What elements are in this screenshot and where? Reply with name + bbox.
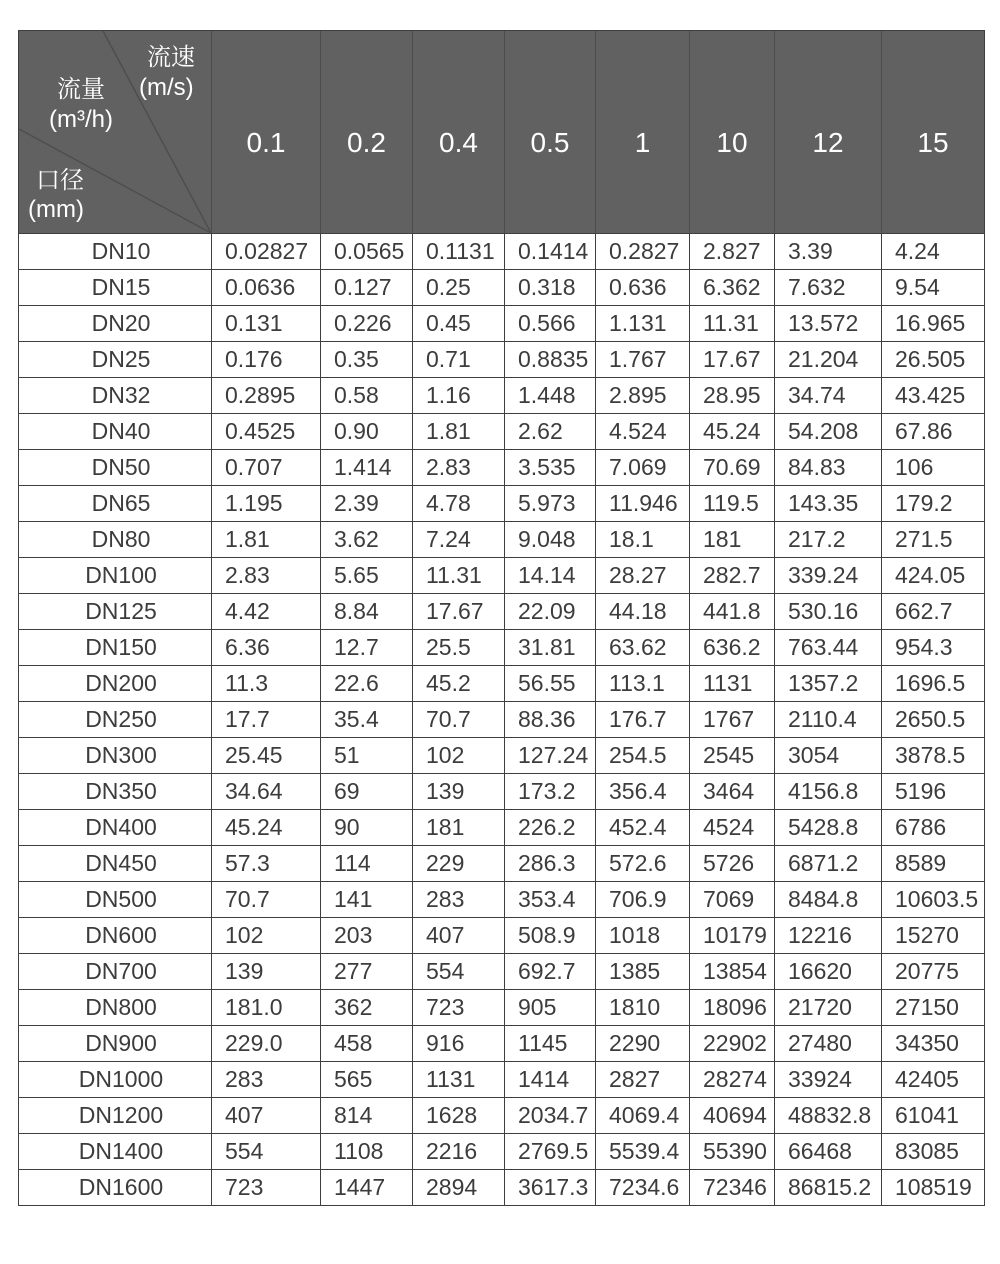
flow-value-cell: 56.55 (504, 666, 595, 701)
flow-value-cell: 14.14 (504, 558, 595, 593)
flow-value-cell: 34.74 (774, 378, 881, 413)
table-row (19, 1025, 984, 1061)
flow-value-cell: 34.64 (211, 774, 320, 809)
table-row (19, 881, 984, 917)
flow-value-cell: 22.6 (320, 666, 412, 701)
flow-value-cell: 5.973 (504, 486, 595, 521)
diameter-cell: DN900 (85, 1030, 157, 1056)
flow-value-cell: 16.965 (881, 306, 984, 341)
flow-value-cell: 176.7 (595, 702, 689, 737)
flow-value-cell: 11.31 (689, 306, 774, 341)
diameter-cell: DN15 (91, 274, 151, 300)
table-row (19, 701, 984, 737)
diameter-cell: DN25 (91, 346, 151, 372)
flow-value-cell: 2216 (412, 1134, 504, 1169)
flow-value-cell: 3.39 (774, 234, 881, 269)
flow-value-cell: 271.5 (881, 522, 984, 557)
diameter-cell: DN450 (85, 850, 157, 876)
flow-value-cell: 0.131 (211, 306, 320, 341)
flow-value-cell: 28.27 (595, 558, 689, 593)
table-row (19, 1097, 984, 1133)
flow-value-cell: 3878.5 (881, 738, 984, 773)
flow-value-cell: 7.632 (774, 270, 881, 305)
flow-value-cell: 139 (211, 954, 320, 989)
table-row (19, 341, 984, 377)
flow-value-cell: 1357.2 (774, 666, 881, 701)
flow-value-cell: 554 (412, 954, 504, 989)
velocity-column-header-12: 12 (774, 31, 881, 233)
flow-value-cell: 0.58 (320, 378, 412, 413)
flow-value-cell: 70.7 (412, 702, 504, 737)
flow-value-cell: 106 (881, 450, 984, 485)
flow-value-cell: 4.524 (595, 414, 689, 449)
flow-value-cell: 814 (320, 1098, 412, 1133)
table-row (19, 521, 984, 557)
velocity-column-header-0.4: 0.4 (412, 31, 504, 233)
flow-value-cell: 6871.2 (774, 846, 881, 881)
diameter-cell: DN500 (85, 886, 157, 912)
diameter-cell: DN150 (85, 634, 157, 660)
flow-value-cell: 4.24 (881, 234, 984, 269)
flow-value-cell: 2.895 (595, 378, 689, 413)
flow-value-cell: 0.318 (504, 270, 595, 305)
flow-value-cell: 0.8835 (504, 342, 595, 377)
flow-value-cell: 0.90 (320, 414, 412, 449)
flow-value-cell: 8484.8 (774, 882, 881, 917)
flow-value-cell: 1.81 (412, 414, 504, 449)
flow-value-cell: 2650.5 (881, 702, 984, 737)
flow-value-cell: 1.195 (211, 486, 320, 521)
table-row (19, 593, 984, 629)
flow-value-cell: 5726 (689, 846, 774, 881)
flow-value-cell: 1.81 (211, 522, 320, 557)
flow-value-cell: 4156.8 (774, 774, 881, 809)
velocity-column-header-0.1: 0.1 (211, 31, 320, 233)
flow-value-cell: 662.7 (881, 594, 984, 629)
flow-value-cell: 1696.5 (881, 666, 984, 701)
flow-value-cell: 636.2 (689, 630, 774, 665)
flow-value-cell: 61041 (881, 1098, 984, 1133)
flow-value-cell: 33924 (774, 1062, 881, 1097)
flow-value-cell: 34350 (881, 1026, 984, 1061)
diameter-cell: DN10 (91, 238, 151, 264)
flow-value-cell: 20775 (881, 954, 984, 989)
flow-value-cell: 283 (412, 882, 504, 917)
flow-value-cell: 763.44 (774, 630, 881, 665)
flow-value-cell: 66468 (774, 1134, 881, 1169)
flow-value-cell: 22.09 (504, 594, 595, 629)
table-row (19, 377, 984, 413)
flow-value-cell: 42405 (881, 1062, 984, 1097)
flow-value-cell: 88.36 (504, 702, 595, 737)
flow-value-cell: 1767 (689, 702, 774, 737)
flow-value-cell: 27480 (774, 1026, 881, 1061)
table-row (19, 773, 984, 809)
flow-value-cell: 25.45 (211, 738, 320, 773)
flow-value-cell: 1628 (412, 1098, 504, 1133)
flow-value-cell: 40694 (689, 1098, 774, 1133)
flow-value-cell: 2034.7 (504, 1098, 595, 1133)
velocity-axis-unit: (m/s) (139, 74, 194, 101)
flow-value-cell: 2110.4 (774, 702, 881, 737)
flow-axis-unit: (m³/h) (49, 106, 113, 133)
table-row (19, 665, 984, 701)
flow-value-cell: 0.1414 (504, 234, 595, 269)
flow-value-cell: 9.048 (504, 522, 595, 557)
velocity-column-header-1: 1 (595, 31, 689, 233)
table-row (19, 305, 984, 341)
flow-value-cell: 2769.5 (504, 1134, 595, 1169)
flow-value-cell: 7.069 (595, 450, 689, 485)
flow-value-cell: 339.24 (774, 558, 881, 593)
flow-value-cell: 17.67 (412, 594, 504, 629)
flow-value-cell: 1131 (412, 1062, 504, 1097)
flow-value-cell: 407 (412, 918, 504, 953)
diameter-cell: DN400 (85, 814, 157, 840)
flow-value-cell: 11.31 (412, 558, 504, 593)
flow-value-cell: 16620 (774, 954, 881, 989)
flow-value-cell: 63.62 (595, 630, 689, 665)
flow-value-cell: 5196 (881, 774, 984, 809)
flow-value-cell: 4.78 (412, 486, 504, 521)
flow-value-cell: 1018 (595, 918, 689, 953)
flow-value-cell: 6786 (881, 810, 984, 845)
flow-value-cell: 5539.4 (595, 1134, 689, 1169)
flow-value-cell: 83085 (881, 1134, 984, 1169)
flow-value-cell: 723 (211, 1170, 320, 1205)
diameter-cell: DN1000 (78, 1066, 164, 1092)
flow-value-cell: 1.131 (595, 306, 689, 341)
flow-value-cell: 48832.8 (774, 1098, 881, 1133)
flow-value-cell: 0.35 (320, 342, 412, 377)
flow-axis-label: 流量 (57, 76, 105, 103)
flow-value-cell: 84.83 (774, 450, 881, 485)
flow-value-cell: 28.95 (689, 378, 774, 413)
flow-value-cell: 6.36 (211, 630, 320, 665)
flow-value-cell: 203 (320, 918, 412, 953)
flow-value-cell: 2894 (412, 1170, 504, 1205)
flow-value-cell: 554 (211, 1134, 320, 1169)
flow-value-cell: 0.2827 (595, 234, 689, 269)
flow-value-cell: 0.176 (211, 342, 320, 377)
flow-value-cell: 113.1 (595, 666, 689, 701)
diameter-cell: DN100 (85, 562, 157, 588)
flow-value-cell: 7234.6 (595, 1170, 689, 1205)
flow-value-cell: 31.81 (504, 630, 595, 665)
flow-value-cell: 0.566 (504, 306, 595, 341)
flow-value-cell: 229.0 (211, 1026, 320, 1061)
table-row (19, 233, 984, 269)
flow-value-cell: 424.05 (881, 558, 984, 593)
flow-value-cell: 102 (211, 918, 320, 953)
flow-value-cell: 277 (320, 954, 412, 989)
table-row (19, 989, 984, 1025)
flow-value-cell: 44.18 (595, 594, 689, 629)
diameter-cell: DN250 (85, 706, 157, 732)
flow-value-cell: 226.2 (504, 810, 595, 845)
diameter-cell: DN125 (85, 598, 157, 624)
flow-value-cell: 706.9 (595, 882, 689, 917)
velocity-column-header-10: 10 (689, 31, 774, 233)
diameter-cell: DN700 (85, 958, 157, 984)
diameter-cell: DN40 (91, 418, 151, 444)
flow-value-cell: 173.2 (504, 774, 595, 809)
flow-value-cell: 11.946 (595, 486, 689, 521)
flow-value-cell: 458 (320, 1026, 412, 1061)
flow-value-cell: 18096 (689, 990, 774, 1025)
flow-value-cell: 1385 (595, 954, 689, 989)
flow-value-cell: 18.1 (595, 522, 689, 557)
flow-value-cell: 70.69 (689, 450, 774, 485)
diameter-cell: DN1600 (78, 1174, 164, 1200)
diameter-cell: DN600 (85, 922, 157, 948)
flow-value-cell: 28274 (689, 1062, 774, 1097)
flow-value-cell: 2827 (595, 1062, 689, 1097)
flow-value-cell: 1.448 (504, 378, 595, 413)
table-row (19, 629, 984, 665)
flow-rate-table (18, 30, 985, 1206)
diameter-cell: DN300 (85, 742, 157, 768)
table-row (19, 953, 984, 989)
flow-value-cell: 70.7 (211, 882, 320, 917)
flow-value-cell: 27150 (881, 990, 984, 1025)
flow-value-cell: 3.62 (320, 522, 412, 557)
flow-value-cell: 179.2 (881, 486, 984, 521)
flow-value-cell: 35.4 (320, 702, 412, 737)
flow-value-cell: 4.42 (211, 594, 320, 629)
flow-value-cell: 181 (412, 810, 504, 845)
flow-value-cell: 2.62 (504, 414, 595, 449)
flow-value-cell: 441.8 (689, 594, 774, 629)
flow-value-cell: 0.2895 (211, 378, 320, 413)
flow-value-cell: 0.02827 (211, 234, 320, 269)
flow-value-cell: 217.2 (774, 522, 881, 557)
flow-value-cell: 1414 (504, 1062, 595, 1097)
velocity-column-header-0.2: 0.2 (320, 31, 412, 233)
flow-value-cell: 0.707 (211, 450, 320, 485)
diameter-axis-unit: (mm) (28, 196, 84, 223)
flow-value-cell: 55390 (689, 1134, 774, 1169)
flow-value-cell: 0.127 (320, 270, 412, 305)
flow-value-cell: 5428.8 (774, 810, 881, 845)
flow-value-cell: 181 (689, 522, 774, 557)
diameter-cell: DN65 (91, 490, 151, 516)
flow-value-cell: 565 (320, 1062, 412, 1097)
flow-value-cell: 1145 (504, 1026, 595, 1061)
table-row (19, 1061, 984, 1097)
flow-value-cell: 2545 (689, 738, 774, 773)
table-row (19, 413, 984, 449)
flow-value-cell: 2.827 (689, 234, 774, 269)
table-row (19, 1169, 984, 1205)
flow-value-cell: 57.3 (211, 846, 320, 881)
flow-value-cell: 0.45 (412, 306, 504, 341)
flow-value-cell: 0.0636 (211, 270, 320, 305)
flow-value-cell: 229 (412, 846, 504, 881)
diameter-cell: DN50 (91, 454, 151, 480)
velocity-column-header-15: 15 (881, 31, 984, 233)
table-row (19, 557, 984, 593)
flow-value-cell: 143.35 (774, 486, 881, 521)
table-row (19, 269, 984, 305)
diameter-cell: DN20 (91, 310, 151, 336)
flow-value-cell: 8.84 (320, 594, 412, 629)
flow-value-cell: 572.6 (595, 846, 689, 881)
diameter-cell: DN32 (91, 382, 151, 408)
flow-value-cell: 45.24 (689, 414, 774, 449)
flow-value-cell: 407 (211, 1098, 320, 1133)
table-row (19, 1133, 984, 1169)
flow-value-cell: 356.4 (595, 774, 689, 809)
flow-value-cell: 6.362 (689, 270, 774, 305)
flow-value-cell: 0.1131 (412, 234, 504, 269)
flow-value-cell: 0.0565 (320, 234, 412, 269)
flow-value-cell: 452.4 (595, 810, 689, 845)
corner-header-cell (19, 31, 211, 233)
flow-value-cell: 1131 (689, 666, 774, 701)
diameter-cell: DN1400 (78, 1138, 164, 1164)
flow-value-cell: 45.2 (412, 666, 504, 701)
table-row (19, 917, 984, 953)
flow-value-cell: 2.83 (211, 558, 320, 593)
diameter-cell: DN800 (85, 994, 157, 1020)
velocity-column-header-0.5: 0.5 (504, 31, 595, 233)
table-body (19, 233, 984, 1205)
flow-value-cell: 2.83 (412, 450, 504, 485)
flow-value-cell: 26.505 (881, 342, 984, 377)
flow-value-cell: 3.535 (504, 450, 595, 485)
flow-value-cell: 0.71 (412, 342, 504, 377)
flow-value-cell: 7.24 (412, 522, 504, 557)
flow-value-cell: 102 (412, 738, 504, 773)
flow-value-cell: 8589 (881, 846, 984, 881)
flow-value-cell: 0.25 (412, 270, 504, 305)
flow-value-cell: 22902 (689, 1026, 774, 1061)
flow-value-cell: 0.4525 (211, 414, 320, 449)
flow-value-cell: 0.226 (320, 306, 412, 341)
flow-value-cell: 54.208 (774, 414, 881, 449)
velocity-axis-label: 流速 (147, 44, 195, 71)
flow-value-cell: 43.425 (881, 378, 984, 413)
flow-value-cell: 86815.2 (774, 1170, 881, 1205)
flow-value-cell: 15270 (881, 918, 984, 953)
flow-value-cell: 1108 (320, 1134, 412, 1169)
flow-value-cell: 2290 (595, 1026, 689, 1061)
flow-value-cell: 286.3 (504, 846, 595, 881)
flow-value-cell: 13.572 (774, 306, 881, 341)
flow-value-cell: 1447 (320, 1170, 412, 1205)
flow-value-cell: 692.7 (504, 954, 595, 989)
table-header (19, 31, 984, 233)
flow-value-cell: 283 (211, 1062, 320, 1097)
flow-value-cell: 10603.5 (881, 882, 984, 917)
flow-value-cell: 3054 (774, 738, 881, 773)
flow-value-cell: 13854 (689, 954, 774, 989)
flow-value-cell: 21720 (774, 990, 881, 1025)
flow-value-cell: 1.414 (320, 450, 412, 485)
flow-value-cell: 905 (504, 990, 595, 1025)
flow-value-cell: 114 (320, 846, 412, 881)
flow-value-cell: 127.24 (504, 738, 595, 773)
flow-value-cell: 12.7 (320, 630, 412, 665)
diameter-cell: DN1200 (78, 1102, 164, 1128)
flow-value-cell: 67.86 (881, 414, 984, 449)
flow-value-cell: 954.3 (881, 630, 984, 665)
table-row (19, 845, 984, 881)
diameter-axis-label: 口径 (36, 167, 84, 194)
flow-value-cell: 530.16 (774, 594, 881, 629)
diameter-cell: DN200 (85, 670, 157, 696)
flow-value-cell: 139 (412, 774, 504, 809)
flow-value-cell: 11.3 (211, 666, 320, 701)
table-row (19, 737, 984, 773)
flow-value-cell: 51 (320, 738, 412, 773)
flow-value-cell: 0.636 (595, 270, 689, 305)
flow-value-cell: 362 (320, 990, 412, 1025)
flow-value-cell: 916 (412, 1026, 504, 1061)
flow-value-cell: 72346 (689, 1170, 774, 1205)
flow-value-cell: 282.7 (689, 558, 774, 593)
flow-value-cell: 17.67 (689, 342, 774, 377)
flow-value-cell: 254.5 (595, 738, 689, 773)
flow-value-cell: 119.5 (689, 486, 774, 521)
flow-value-cell: 1.767 (595, 342, 689, 377)
flow-value-cell: 508.9 (504, 918, 595, 953)
flow-value-cell: 3617.3 (504, 1170, 595, 1205)
flow-value-cell: 90 (320, 810, 412, 845)
flow-value-cell: 108519 (881, 1170, 984, 1205)
flow-value-cell: 141 (320, 882, 412, 917)
flow-value-cell: 12216 (774, 918, 881, 953)
flow-value-cell: 1810 (595, 990, 689, 1025)
flow-value-cell: 17.7 (211, 702, 320, 737)
table-row (19, 485, 984, 521)
table-row (19, 449, 984, 485)
flow-value-cell: 4069.4 (595, 1098, 689, 1133)
flow-value-cell: 69 (320, 774, 412, 809)
table-row (19, 809, 984, 845)
diameter-cell: DN350 (85, 778, 157, 804)
flow-value-cell: 2.39 (320, 486, 412, 521)
flow-value-cell: 181.0 (211, 990, 320, 1025)
flow-value-cell: 45.24 (211, 810, 320, 845)
flow-value-cell: 10179 (689, 918, 774, 953)
flow-value-cell: 5.65 (320, 558, 412, 593)
flow-value-cell: 723 (412, 990, 504, 1025)
flow-value-cell: 353.4 (504, 882, 595, 917)
flow-value-cell: 25.5 (412, 630, 504, 665)
flow-value-cell: 4524 (689, 810, 774, 845)
flow-value-cell: 21.204 (774, 342, 881, 377)
diameter-cell: DN80 (91, 526, 151, 552)
flow-value-cell: 7069 (689, 882, 774, 917)
flow-value-cell: 9.54 (881, 270, 984, 305)
flow-value-cell: 1.16 (412, 378, 504, 413)
flow-value-cell: 3464 (689, 774, 774, 809)
